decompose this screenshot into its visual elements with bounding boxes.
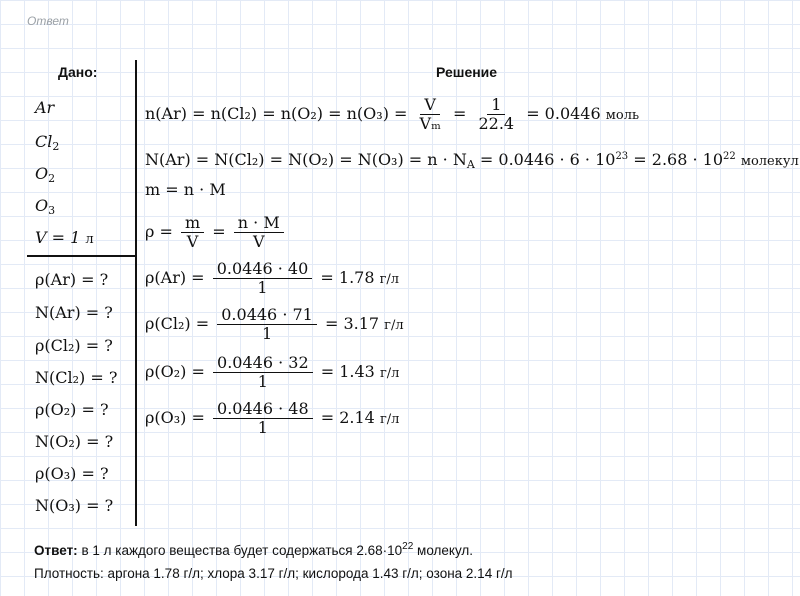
find-n-ar: N(Ar) = ? — [35, 303, 113, 322]
header-title: Ответ — [27, 14, 69, 28]
solution-line-density-formula: ρ = $\frac{m}{V}$ = $\frac{n \cdot M}{V}$ — [145, 214, 287, 251]
solution-line-mass: m = n · M — [145, 180, 226, 199]
find-n-cl2: N(Cl₂) = ? — [35, 368, 118, 387]
column-divider — [135, 60, 137, 526]
find-n-o2: N(O₂) = ? — [35, 432, 114, 451]
solution-rho-cl2: ρ(Cl₂) = $\frac{0.0446 \cdot 71}{1}$ = 3.17 г/л — [145, 305, 404, 343]
solution-line-molecules: $N(Ar) = N(Cl_2) = N(O_2) = N(O_3) = n \cdot N_A = 0.0446 \cdot 6 \cdot 10^{23} = 2.68 \cdot 10^{22}$ молекул — [145, 150, 799, 171]
solution-rho-ar: ρ(Ar) = $\frac{0.0446 \cdot 40}{1}$ = 1.78 г/л — [145, 259, 400, 297]
given-o2: $O_2$ — [35, 164, 56, 185]
find-rho-o2: ρ(O₂) = ? — [35, 400, 109, 419]
answer-line-2: Плотность: аргона 1.78 г/л; хлора 3.17 г/л; кислорода 1.43 г/л; озона 2.14 г/л — [34, 566, 513, 581]
answer-line-1: Ответ: в 1 л каждого вещества будет содержаться $2.68\cdot 10^{22}$ молекул. — [34, 541, 474, 558]
solution-line-moles: n(Ar) = n(Cl₂) = n(O₂) = n(O₃) = $\frac{V}{\text{Vₘ}}$ = $\frac{1}{22.4}$ = 0.0446 моль — [145, 95, 640, 133]
find-rho-cl2: ρ(Cl₂) = ? — [35, 336, 113, 355]
given-ar: Ar — [35, 98, 55, 117]
find-n-o3: N(O₃) = ? — [35, 496, 114, 515]
solution-rho-o2: ρ(O₂) = $\frac{0.0446 \cdot 32}{1}$ = 1.43 г/л — [145, 353, 400, 391]
given-cl2: $Cl_2$ — [35, 132, 60, 153]
given-o3: $O_3$ — [35, 196, 56, 217]
given-title: Дано: — [58, 64, 98, 80]
given-volume: V = 1 л — [35, 228, 94, 247]
given-find-divider — [27, 255, 136, 257]
find-rho-o3: ρ(O₃) = ? — [35, 464, 109, 483]
solution-title: Решение — [436, 64, 498, 80]
answer-label: Ответ: — [34, 543, 78, 558]
solution-rho-o3: ρ(O₃) = $\frac{0.0446 \cdot 48}{1}$ = 2.14 г/л — [145, 399, 400, 437]
find-rho-ar: ρ(Ar) = ? — [35, 270, 109, 289]
